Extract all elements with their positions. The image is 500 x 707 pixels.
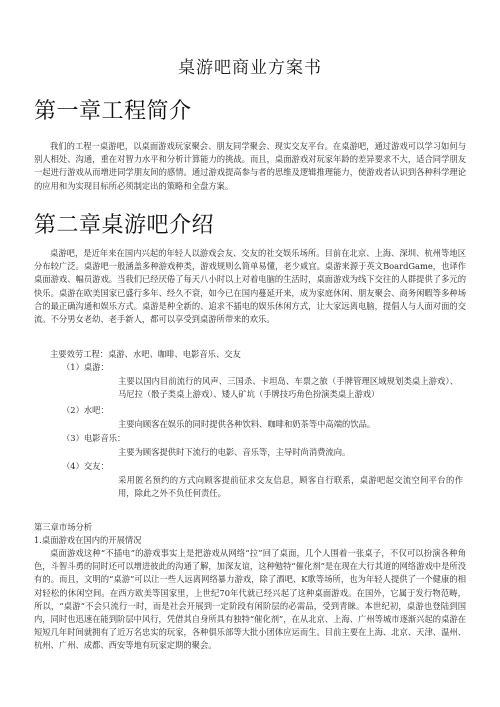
item-label-social: （4）交友： xyxy=(62,461,109,471)
item-label-movies-music: （3）电影音乐： xyxy=(62,433,126,443)
chapter-3-heading: 第三章市场分析 xyxy=(34,522,93,532)
item-desc-drinks: 主要向顾客在娱乐的同时提供各种饮料、咖啡和奶茶等中高端的饮品。 xyxy=(118,419,376,429)
item-desc-movies-music: 主要为顾客提供时下流行的电影、音乐等，主导时尚消费流向。 xyxy=(118,447,351,457)
chapter-3-body: 桌面游戏这种“不插电”的游戏事实上是把游戏从网络“拉”回了桌面，几个人围着一张桌子，不仅可以扮演各种角色，斗智斗勇的同时还可以增进彼此的沟通了解，加深友谊，这种勉特“催化剂”是在现在大行其道的网络游戏中是所没有的。而且，文明的“桌游”可以让一些人远离网络暴力游戏，除了酒吧、K歌等场所，也为年轻人提供了一个健康的相对轻松的休闲空间。在西方欧美等国家里，上世纪70年代就已经兴起了这种桌面游戏。在国外，它属于发行物范畴，所以，“桌游”不会只流行一时，而是社会开展到一定阶段有闲阶层的必需品，受到青睐。本世纪初，桌游也登陆到国内，同时也迅速在能到阶层中风行，凭借其自身所具有独特“催化剂”，在从北京、上海、广州等城市逐渐兴起的桌游在短短几年时间就拥有了近万名忠实的玩家，各种俱乐部等大批小团体应运而生。目前主要在上海、北京、天津、温州、杭州、广州、成都、西安等地有玩家定期的聚会。 xyxy=(34,548,466,651)
item-desc-boardgames: 主要以国内目前流行的风声、三国杀、卡坦岛、车票之旅（手牌管理区域规划类桌上游戏）、马尼拉（骰子类桌上游戏）、矮人矿坑（手牌技巧角色扮演类桌上游戏） xyxy=(118,376,458,400)
chapter-2-heading: 第二章桌游吧介绍 xyxy=(34,213,215,238)
chapter-3-section-title: 1.桌面游戏在国内的开展情况 xyxy=(34,535,142,545)
item-label-boardgames: （1）桌游： xyxy=(62,362,109,372)
services-line: 主要效劳工程：桌游、水吧、咖啡、电影音乐、交友 xyxy=(50,349,241,359)
item-desc-social: 采用匿名预约的方式向顾客提前征求交友信息，顾客自行联系，桌游吧起交流空间平台的作用，除此之外不负任何责任。 xyxy=(118,475,463,499)
document-title: 桌游吧商业方案书 xyxy=(178,58,322,78)
chapter-1-heading: 第一章工程简介 xyxy=(34,99,192,124)
chapter-2-intro: 桌游吧，是近年来在国内兴起的年轻人以游戏会友、交友的社交娱乐场所。目前在北京、上海、深圳、杭州等地区分布较广泛。桌游吧一般涵盖多种游戏种类，游戏规则么简单易懂，老少咸宜。桌游来源于英文BoardGame，也译作桌面游戏、幅员游戏。当我们已经厌倦了每天八小时以上对着电脑的生活时，桌面游戏为线下交往的人群提供了多元的快乐。桌游在欧美国家已盛行多年、经久不衰，如今已在国内蔓延开来，成为家庭休闲、朋友聚会、商务闲暇等多种场合的最正确沟通和娱乐方式。桌游是种全新的、追求不插电的娱乐休闲方式，让大家远离电脑，提倡人与人面对面的交流。不分男女老幼、老手新人，都可以享受到桌游所带来的欢乐。 xyxy=(34,248,466,325)
chapter-1-body: 我们的工程一桌游吧，以桌面游戏玩家聚会、朋友同学聚会、现实交友平台。在桌游吧，通过游戏可以学习如何与别人相处、沟通，重在对智力水平和分析计算能力的挑战。而且，桌面游戏对玩家年龄的差异要求不大，适合同学朋友一起进行游戏从而增进同学朋友间的感情。通过游戏提高参与者的思维及逻辑推理能力，使游戏者认识到各种科学理论的应用和为实现目标所必须制定出的策略和全盘方案。 xyxy=(34,141,466,191)
item-label-drinks: （2）水吧： xyxy=(62,405,109,415)
